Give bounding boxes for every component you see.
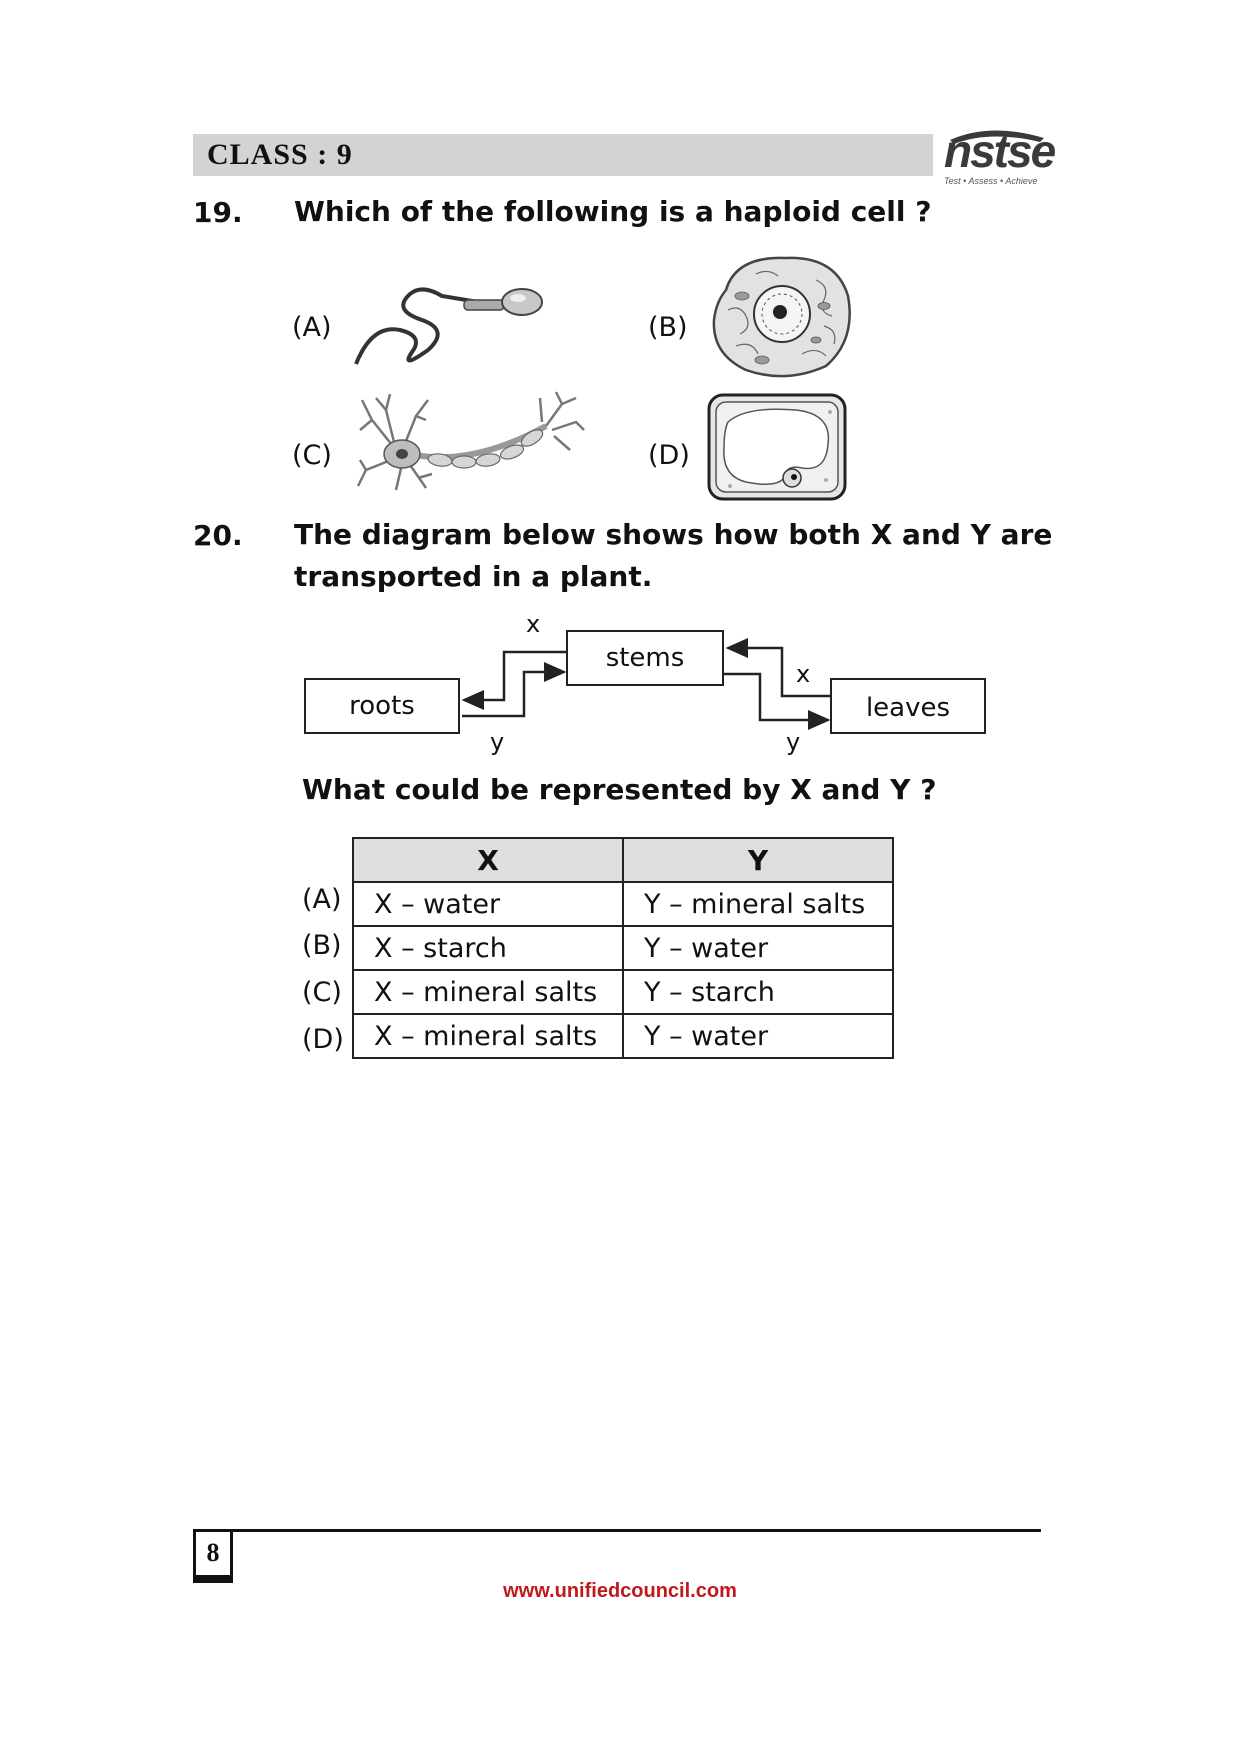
plant-cell-image bbox=[706, 392, 848, 502]
x-label-right: x bbox=[796, 660, 811, 688]
table-row bbox=[353, 970, 893, 1014]
nerve-cell-image bbox=[356, 390, 586, 500]
logo-tagline: Test • Assess • Achieve bbox=[944, 176, 1038, 186]
table-cell-y: Y – mineral salts bbox=[623, 882, 893, 926]
q19-number: 19. bbox=[193, 196, 243, 229]
table-header-x: X bbox=[353, 838, 623, 882]
q20-text-line2: transported in a plant. bbox=[294, 560, 653, 593]
footer-rule bbox=[193, 1529, 1041, 1532]
answer-table bbox=[352, 837, 894, 1059]
leaves-box: leaves bbox=[830, 678, 986, 734]
q20-option-a-label: (A) bbox=[302, 884, 342, 915]
table-cell-x: X – starch bbox=[353, 926, 623, 970]
stems-box: stems bbox=[566, 630, 724, 686]
q19-option-c-label: (C) bbox=[292, 440, 332, 471]
table-cell-y: Y – water bbox=[623, 926, 893, 970]
table-cell-y: Y – starch bbox=[623, 970, 893, 1014]
y-label-left: y bbox=[490, 728, 505, 756]
q20-subquestion: What could be represented by X and Y ? bbox=[302, 773, 937, 806]
x-label-left: x bbox=[526, 610, 541, 638]
roots-box: roots bbox=[304, 678, 460, 734]
table-row bbox=[353, 882, 893, 926]
transport-diagram bbox=[300, 610, 1000, 760]
animal-cell-image bbox=[706, 250, 856, 382]
table-header-row bbox=[353, 838, 893, 882]
table-row bbox=[353, 926, 893, 970]
table-header-y: Y bbox=[623, 838, 893, 882]
q19-option-a-label: (A) bbox=[292, 312, 332, 343]
q19-text: Which of the following is a haploid cell ? bbox=[294, 195, 932, 228]
table-row bbox=[353, 1014, 893, 1058]
table-cell-x: X – water bbox=[353, 882, 623, 926]
class-header: CLASS : 9 bbox=[193, 134, 933, 176]
q19-option-b-label: (B) bbox=[648, 312, 688, 343]
q20-option-c-label: (C) bbox=[302, 977, 342, 1008]
table-cell-x: X – mineral salts bbox=[353, 1014, 623, 1058]
q20-option-b-label: (B) bbox=[302, 930, 342, 961]
footer-url[interactable]: www.unifiedcouncil.com bbox=[503, 1580, 737, 1602]
table-cell-x: X – mineral salts bbox=[353, 970, 623, 1014]
nstse-logo bbox=[940, 125, 1055, 192]
q20-text-line1: The diagram below shows how both X and Y are bbox=[294, 518, 1053, 551]
logo-word: nstse bbox=[944, 125, 1055, 177]
q19-option-d-label: (D) bbox=[648, 440, 690, 471]
table-cell-y: Y – water bbox=[623, 1014, 893, 1058]
sperm-cell-image bbox=[352, 280, 552, 370]
y-label-right: y bbox=[786, 728, 801, 756]
q20-option-d-label: (D) bbox=[302, 1024, 344, 1055]
page-number: 8 bbox=[193, 1531, 233, 1583]
q20-number: 20. bbox=[193, 519, 243, 552]
